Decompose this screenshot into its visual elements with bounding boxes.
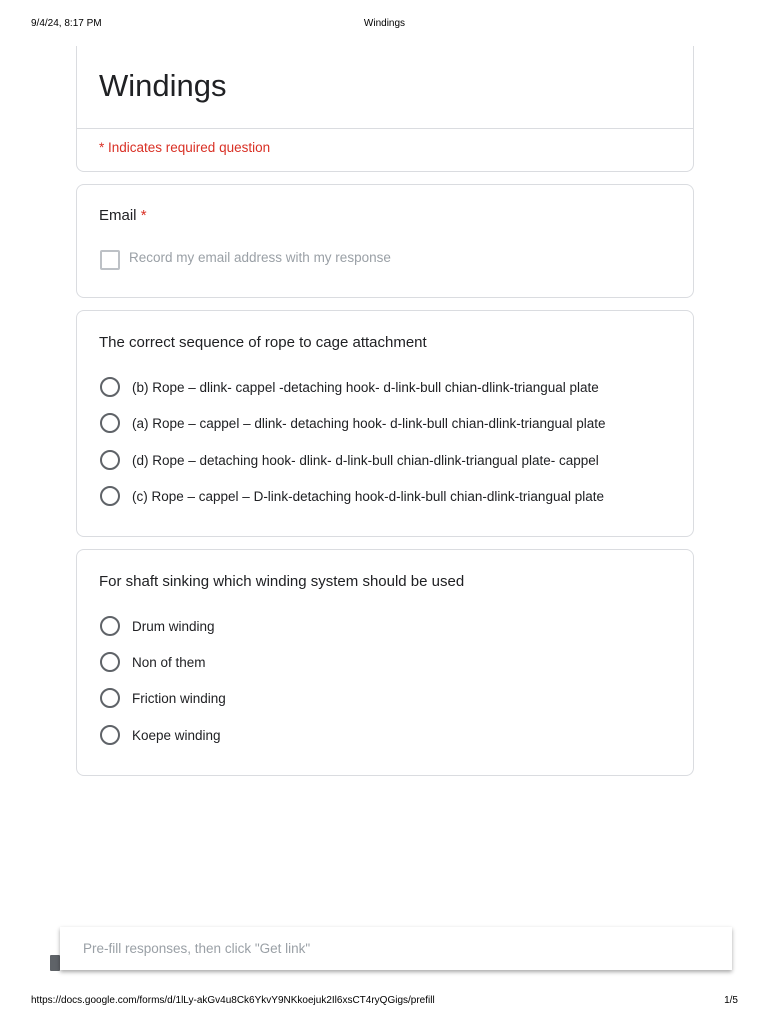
option-label[interactable]: Drum winding xyxy=(132,618,215,634)
prefill-text: Pre-fill responses, then click "Get link" xyxy=(83,941,311,956)
option-label[interactable]: (d) Rope – detaching hook- dlink- d-link-bull chian-dlink-triangual plate- cappel xyxy=(132,452,599,468)
radio-option[interactable] xyxy=(100,688,226,708)
radio-button[interactable] xyxy=(100,652,120,672)
option-label[interactable]: (a) Rope – cappel – dlink- detaching hook- d-link-bull chian-dlink-triangual plate xyxy=(132,415,606,431)
option-label[interactable]: Non of them xyxy=(132,654,206,670)
email-label xyxy=(99,207,147,224)
question-card xyxy=(76,549,694,776)
required-asterisk: * xyxy=(140,207,147,224)
option-label[interactable]: (b) Rope – dlink- cappel -detaching hook- d-link-bull chian-dlink-triangual plate xyxy=(132,379,599,395)
radio-button[interactable] xyxy=(100,616,120,636)
radio-option[interactable] xyxy=(100,413,606,433)
divider xyxy=(77,128,693,129)
question-title: For shaft sinking which winding system should be used xyxy=(99,573,465,590)
print-header xyxy=(31,18,738,29)
radio-button[interactable] xyxy=(100,486,120,506)
prefill-banner xyxy=(60,927,732,970)
print-title: Windings xyxy=(363,18,406,29)
print-footer xyxy=(31,995,738,1006)
radio-button[interactable] xyxy=(100,688,120,708)
option-label[interactable]: Friction winding xyxy=(132,690,226,706)
form-title-card xyxy=(76,46,694,172)
email-label-text: Email xyxy=(99,207,137,224)
radio-option[interactable] xyxy=(100,652,206,672)
record-email-checkbox[interactable] xyxy=(100,250,120,270)
option-label[interactable]: (c) Rope – cappel – D-link-detaching hook-d-link-bull chian-dlink-triangual plate xyxy=(132,488,604,504)
email-card xyxy=(76,184,694,298)
radio-button[interactable] xyxy=(100,725,120,745)
radio-option[interactable] xyxy=(100,486,604,506)
page-number: 1/5 xyxy=(724,995,738,1006)
print-datetime: 9/4/24, 8:17 PM xyxy=(31,18,102,29)
feedback-icon[interactable] xyxy=(50,955,60,971)
form-title: Windings xyxy=(99,68,227,103)
radio-option[interactable] xyxy=(100,616,215,636)
question-card xyxy=(76,310,694,537)
option-label[interactable]: Koepe winding xyxy=(132,727,221,743)
radio-button[interactable] xyxy=(100,413,120,433)
page-url: https://docs.google.com/forms/d/1lLy-akGv4u8Ck6YkvY9NKkoejuk2Il6xsCT4ryQGigs/prefill xyxy=(31,995,435,1006)
radio-button[interactable] xyxy=(100,450,120,470)
required-note: * Indicates required question xyxy=(99,140,271,155)
radio-option[interactable] xyxy=(100,725,221,745)
radio-option[interactable] xyxy=(100,450,599,470)
question-title: The correct sequence of rope to cage attachment xyxy=(99,334,427,351)
record-email-label[interactable]: Record my email address with my response xyxy=(129,250,391,265)
radio-button[interactable] xyxy=(100,377,120,397)
radio-option[interactable] xyxy=(100,377,599,397)
